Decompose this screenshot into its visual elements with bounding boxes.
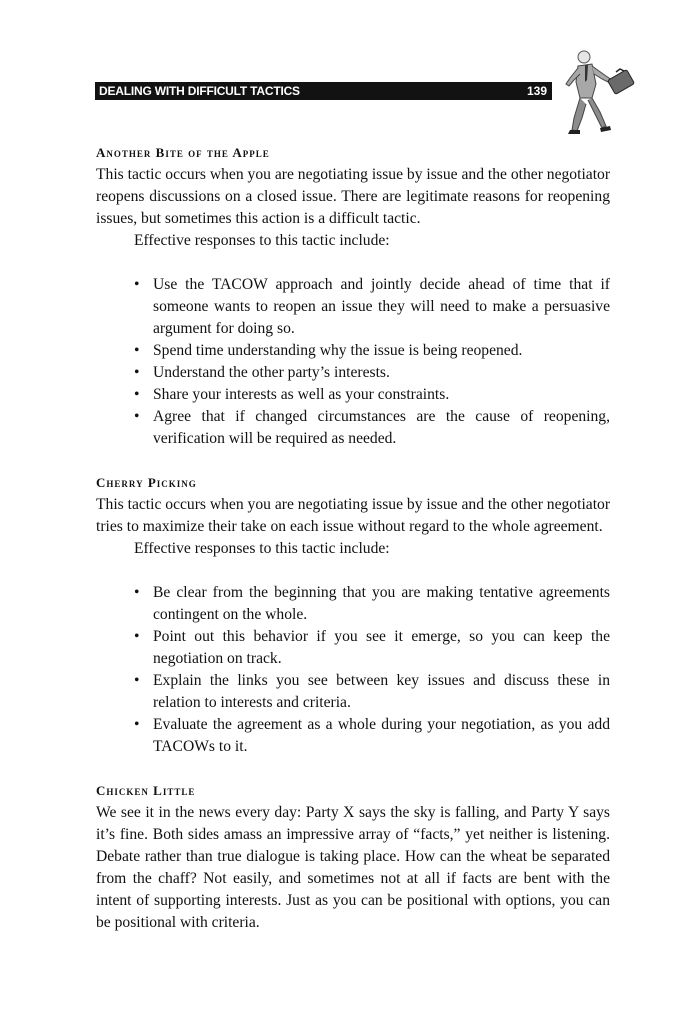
bullet-icon: • bbox=[134, 276, 140, 293]
responses-intro: Effective responses to this tactic include: bbox=[134, 540, 390, 557]
list-item: • Evaluate the agreement as a whole during your negotiation, as you add TACOWs to it. bbox=[134, 716, 610, 755]
bullet-icon: • bbox=[134, 584, 140, 601]
list-item: • Be clear from the beginning that you are making tentative agreements contingent on the whole. bbox=[134, 584, 610, 623]
section-heading-cherry-picking: Cherry Picking bbox=[96, 475, 197, 490]
section-heading-chicken-little: Chicken Little bbox=[96, 783, 196, 798]
list-item: • Share your interests as well as your constraints. bbox=[96, 384, 610, 406]
section-paragraph: This tactic occurs when you are negotiating issue by issue and the other negotiator reopens discussions on a closed issue. There are legitimate reasons for reopening issues, but sometimes this action is a difficult tactic. bbox=[96, 166, 611, 227]
list-item: • Agree that if changed circumstances are the cause of reopening, verification will be required as needed. bbox=[134, 408, 610, 447]
businessman-with-briefcase-illustration bbox=[562, 48, 640, 136]
page-number: 139 bbox=[526, 84, 547, 98]
list-item: • Explain the links you see between key issues and discuss these in relation to interests and criteria. bbox=[134, 672, 610, 711]
section-paragraph: We see it in the news every day: Party X says the sky is falling, and Party Y says it’s fine. Both sides amass an impressive array of “facts,” yet neither is listening. Debate rather than true dialogue is taking place. How can the wheat be separated from the chaff? Not easily, and sometimes not at all if facts are bent with the intent of supporting interests. Just as you can be positional with options, you can be positional with criteria. bbox=[96, 804, 610, 931]
bullet-icon: • bbox=[134, 342, 140, 359]
page-body bbox=[96, 142, 610, 934]
bullet-icon: • bbox=[134, 672, 140, 689]
running-header-title: DEALING WITH DIFFICULT TACTICS bbox=[99, 84, 300, 98]
bullet-icon: • bbox=[134, 628, 140, 645]
responses-intro: Effective responses to this tactic include: bbox=[134, 232, 390, 249]
list-item: • Understand the other party’s interests. bbox=[96, 362, 610, 384]
running-header bbox=[95, 82, 552, 100]
section-heading-another-bite: Another Bite of the Apple bbox=[96, 145, 270, 160]
responses-list bbox=[96, 274, 610, 450]
bullet-icon: • bbox=[134, 364, 140, 381]
section-paragraph: This tactic occurs when you are negotiating issue by issue and the other negotiator tries to maximize their take on each issue without regard to the whole agreement. bbox=[96, 496, 611, 535]
bullet-icon: • bbox=[134, 386, 140, 403]
list-item: • Point out this behavior if you see it emerge, so you can keep the negotiation on track. bbox=[134, 628, 610, 667]
bullet-icon: • bbox=[134, 716, 140, 733]
responses-list bbox=[96, 582, 610, 758]
list-item: • Use the TACOW approach and jointly decide ahead of time that if someone wants to reopen an issue they will need to make a persuasive argument for doing so. bbox=[134, 276, 610, 337]
bullet-icon: • bbox=[134, 408, 140, 425]
list-item: • Spend time understanding why the issue is being reopened. bbox=[96, 340, 610, 362]
